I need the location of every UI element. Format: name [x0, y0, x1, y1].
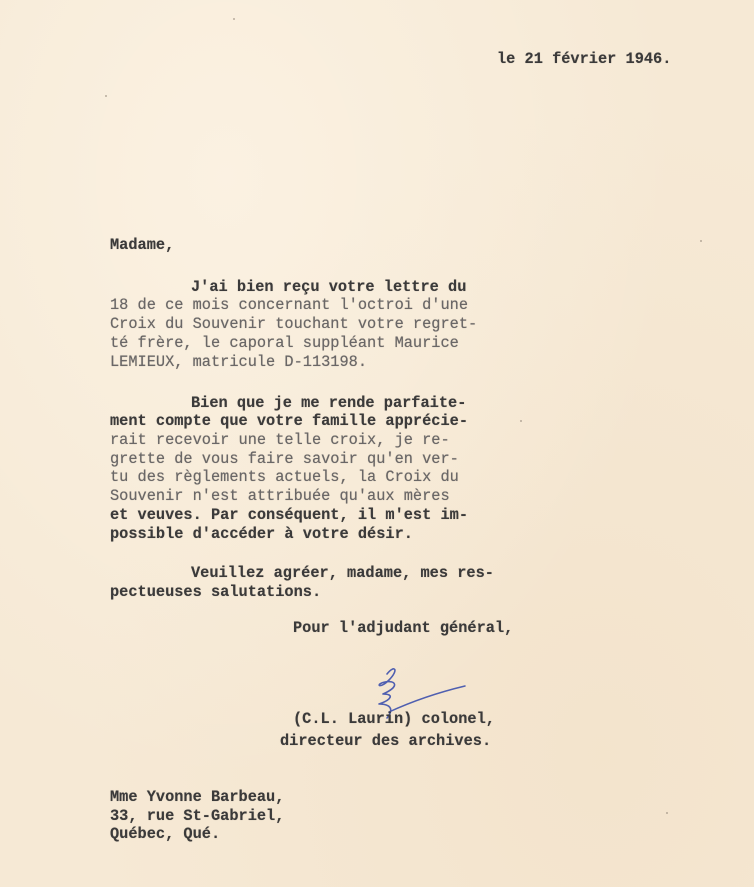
- paragraph-line: LEMIEUX, matricule D-113198.: [110, 353, 368, 371]
- paragraph-line: grette de vous faire savoir qu'en ver-: [110, 450, 459, 468]
- paper-speck: [105, 95, 107, 97]
- paper-speck: [700, 240, 702, 242]
- paragraph-line: J'ai bien reçu votre lettre du: [191, 278, 467, 296]
- paragraph-line: tu des règlements actuels, la Croix du: [110, 468, 459, 486]
- salutation: Madame,: [110, 236, 175, 254]
- paragraph-line: 18 de ce mois concernant l'octroi d'une: [110, 296, 469, 314]
- paragraph-line: Croix du Souvenir touchant votre regret-: [110, 315, 478, 333]
- signatory-title: directeur des archives.: [280, 732, 492, 750]
- address-line: Mme Yvonne Barbeau,: [110, 788, 285, 806]
- letter-date: le 21 février 1946.: [497, 50, 672, 68]
- paragraph-line: ment compte que votre famille apprécie-: [110, 412, 469, 430]
- address-line: Québec, Qué.: [110, 825, 221, 843]
- paragraph-line: possible d'accéder à votre désir.: [110, 525, 413, 543]
- signatory-name: (C.L. Laurin) colonel,: [293, 710, 495, 728]
- paragraph-line: té frère, le caporal suppléant Maurice: [110, 334, 459, 352]
- paragraph-line: et veuves. Par conséquent, il m'est im-: [110, 506, 469, 524]
- paragraph-line: rait recevoir une telle croix, je re-: [110, 431, 450, 449]
- address-line: 33, rue St-Gabriel,: [110, 807, 285, 825]
- paragraph-line: Souvenir n'est attribuée qu'aux mères: [110, 487, 450, 505]
- paragraph-line: pectueuses salutations.: [110, 583, 322, 601]
- closing: Pour l'adjudant général,: [293, 619, 514, 637]
- paragraph-line: Bien que je me rende parfaite-: [191, 394, 467, 412]
- paper-speck: [666, 812, 668, 814]
- paper-speck: [233, 18, 235, 20]
- paragraph-line: Veuillez agréer, madame, mes res-: [191, 564, 494, 582]
- paper-speck: [520, 420, 522, 422]
